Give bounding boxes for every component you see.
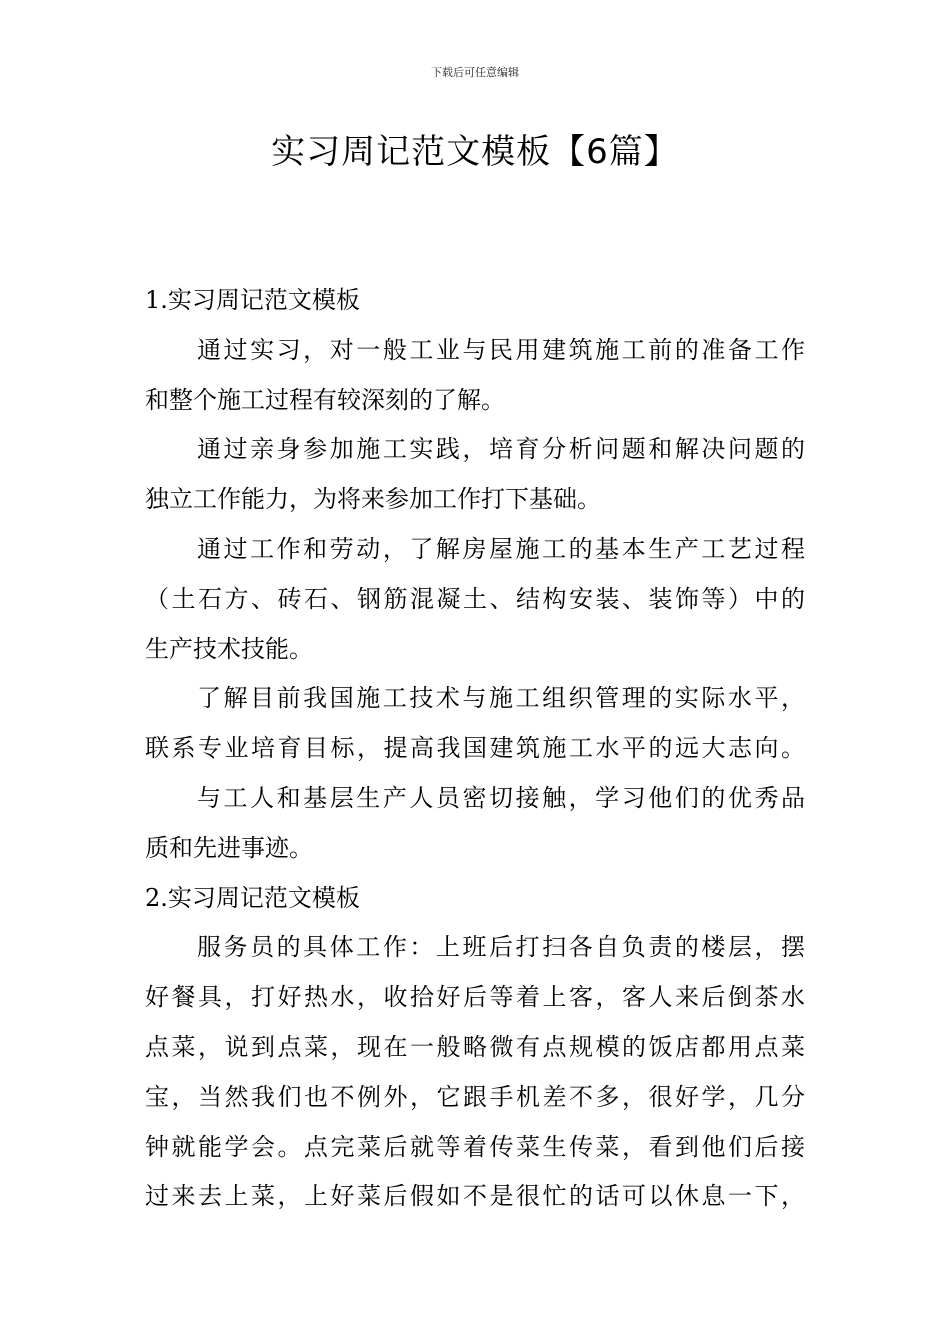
paragraph-line: 与工人和基层生产人员密切接触，学习他们的优秀品 xyxy=(197,783,805,812)
paragraph-line: 好餐具，打好热水，收拾好后等着上客，客人来后倒茶水 xyxy=(145,983,805,1012)
paragraph-line: 独立工作能力，为将来参加工作打下基础。 xyxy=(145,485,601,514)
page-header-note: 下载后可任意编辑 xyxy=(431,66,519,79)
paragraph-line: 和整个施工过程有较深刻的了解。 xyxy=(145,385,505,414)
section-heading-2: 2.实习周记范文模板 xyxy=(145,883,360,912)
document-body xyxy=(145,276,805,1222)
paragraph-line: 点菜，说到点菜，现在一般略微有点规模的饭店都用点菜 xyxy=(145,1032,805,1061)
paragraph-line: 过来去上菜，上好菜后假如不是很忙的话可以休息一下， xyxy=(145,1182,805,1211)
paragraph-line: （土石方、砖石、钢筋混凝土、结构安装、装饰等）中的 xyxy=(145,584,805,613)
paragraph-line: 了解目前我国施工技术与施工组织管理的实际水平， xyxy=(197,684,805,713)
paragraph-line: 通过亲身参加施工实践，培育分析问题和解决问题的 xyxy=(197,435,805,464)
paragraph-line: 生产技术技能。 xyxy=(145,634,313,663)
document-title: 实习周记范文模板【6篇】 xyxy=(271,132,679,172)
paragraph-line: 钟就能学会。点完菜后就等着传菜生传菜，看到他们后接 xyxy=(145,1132,805,1161)
section-heading-1: 1.实习周记范文模板 xyxy=(145,286,360,314)
paragraph-line: 联系专业培育目标，提高我国建筑施工水平的远大志向。 xyxy=(145,734,805,763)
paragraph-line: 通过工作和劳动，了解房屋施工的基本生产工艺过程 xyxy=(197,534,805,563)
paragraph-line: 宝，当然我们也不例外，它跟手机差不多，很好学，几分 xyxy=(145,1082,805,1111)
paragraph-line: 服务员的具体工作：上班后打扫各自负责的楼层，摆 xyxy=(197,933,805,962)
paragraph-line: 通过实习，对一般工业与民用建筑施工前的准备工作 xyxy=(197,335,805,364)
paragraph-line: 质和先进事迹。 xyxy=(145,833,313,862)
